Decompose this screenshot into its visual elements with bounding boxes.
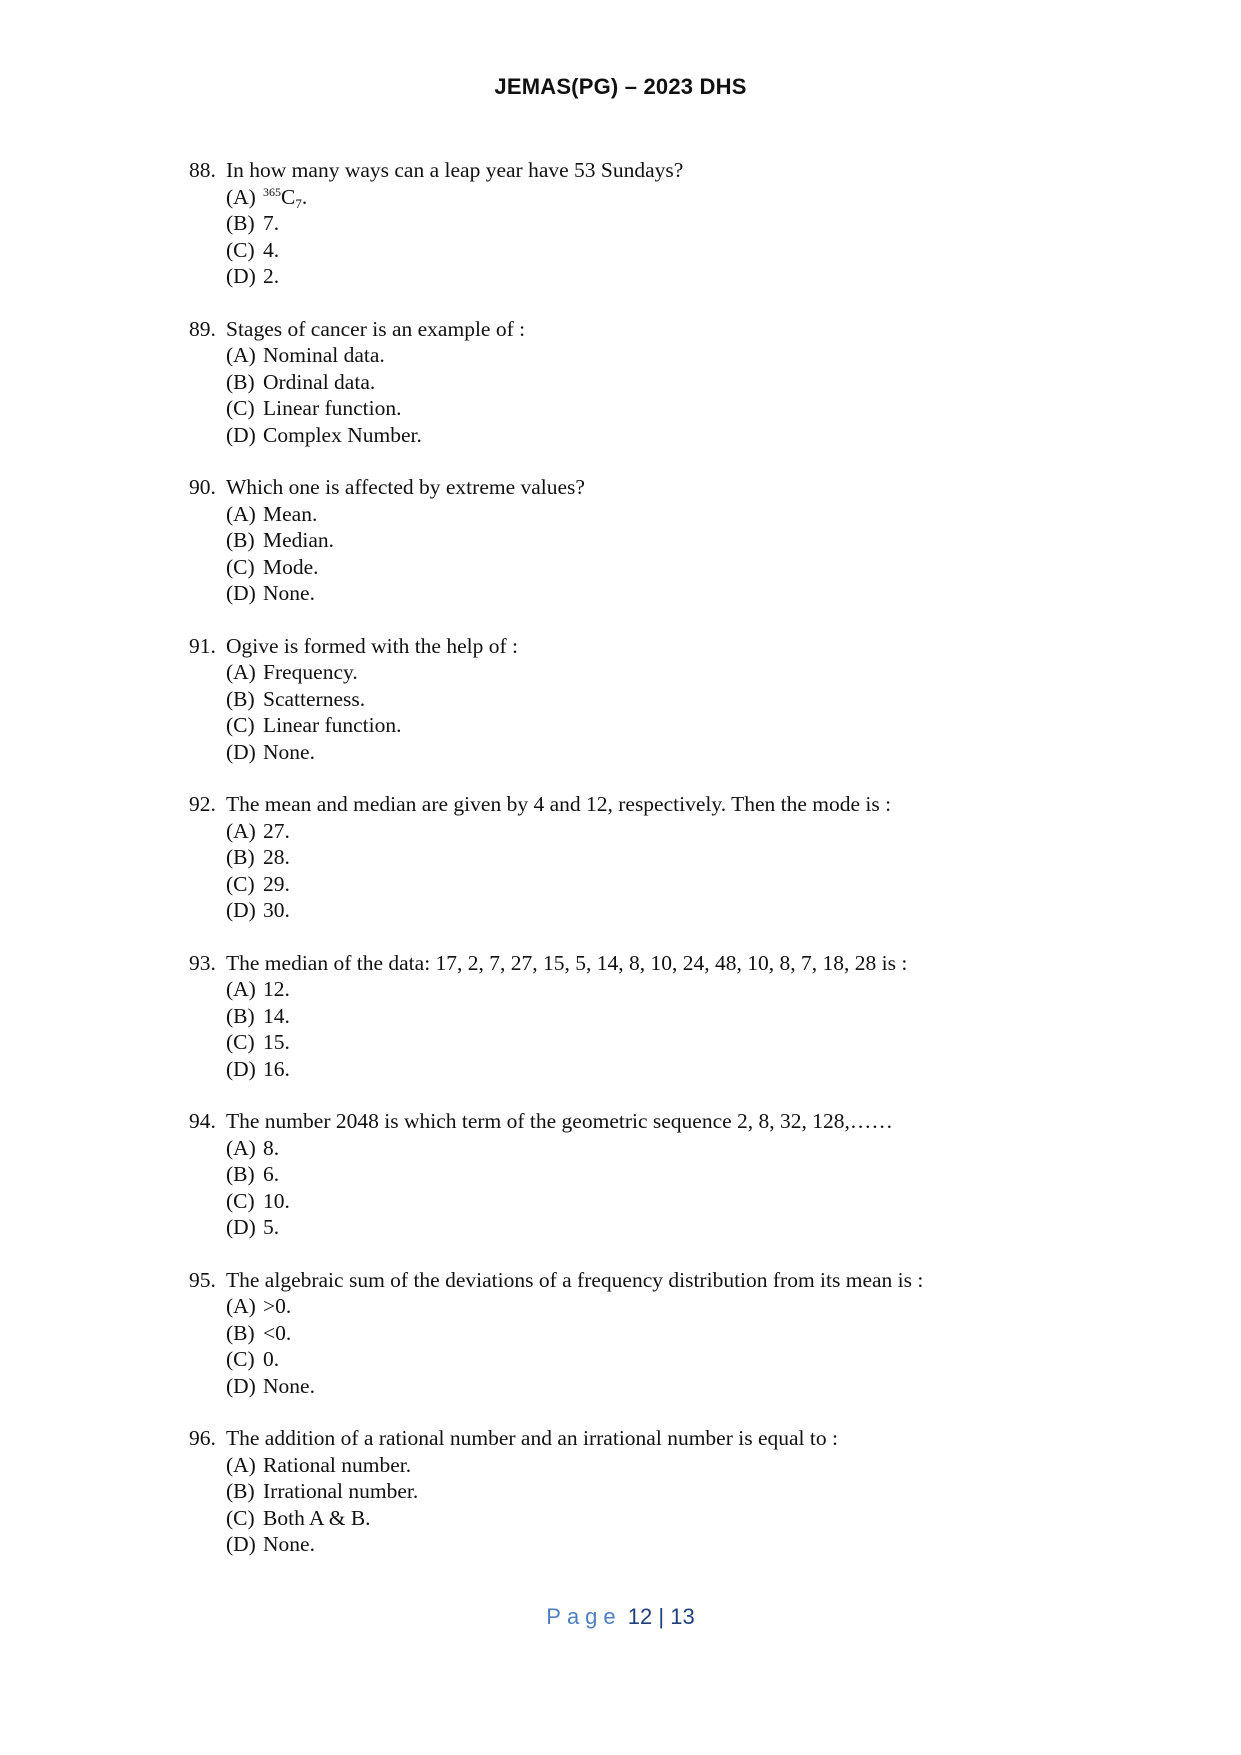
option-text: 29.: [263, 871, 290, 896]
question-item: [189, 157, 1089, 290]
option-label: (C): [226, 237, 255, 262]
option-list: [189, 1452, 1089, 1558]
option-label: (B): [226, 211, 255, 235]
answer-option: [226, 739, 1089, 766]
option-text: None.: [263, 1532, 315, 1556]
answer-option: [226, 1373, 1089, 1400]
option-label: (D): [226, 264, 256, 288]
answer-option: [226, 1188, 1089, 1215]
answer-option: [226, 1531, 1089, 1558]
option-label: (A): [226, 977, 256, 1001]
option-text: Frequency.: [263, 660, 358, 684]
option-superscript: 365: [263, 184, 281, 199]
question-item: [189, 791, 1089, 924]
answer-option: [226, 712, 1089, 739]
option-text: 28.: [263, 845, 290, 869]
option-suffix: .: [301, 184, 308, 209]
option-text: 30.: [263, 898, 290, 922]
option-label: (D): [226, 1532, 256, 1556]
answer-option: [226, 1135, 1089, 1162]
option-text: 10.: [263, 1188, 290, 1213]
option-label: (A): [226, 1135, 256, 1160]
option-text: Scatterness.: [263, 686, 366, 711]
question-number: 92.: [189, 792, 216, 816]
question-item: [189, 1425, 1089, 1558]
answer-option: [226, 395, 1089, 422]
question-item: [189, 950, 1089, 1083]
option-text: None.: [263, 1373, 315, 1398]
option-text: <0.: [263, 1320, 292, 1345]
answer-option: [226, 1505, 1089, 1532]
option-label: (D): [226, 1373, 256, 1398]
question-number: 93.: [189, 950, 216, 975]
answer-option: [226, 237, 1089, 264]
option-list: [189, 342, 1089, 448]
answer-option: [226, 1346, 1089, 1373]
answer-option: [226, 527, 1089, 554]
question-number: 90.: [189, 475, 216, 499]
question-number: 95.: [189, 1267, 216, 1292]
option-label: (B): [226, 528, 255, 552]
question-item: [189, 474, 1089, 607]
option-label: (D): [226, 1056, 256, 1081]
page-separator: |: [658, 1604, 665, 1629]
option-label: (A): [226, 184, 256, 209]
option-label: (A): [226, 501, 256, 526]
option-text: 15.: [263, 1030, 290, 1054]
answer-option: [226, 976, 1089, 1003]
option-label: (B): [226, 1479, 255, 1503]
option-label: (D): [226, 422, 256, 447]
option-list: [189, 659, 1089, 765]
option-text: Mode.: [263, 554, 319, 579]
option-base: C: [281, 184, 296, 209]
page-header: JEMAS(PG) – 2023 DHS: [494, 74, 747, 99]
option-subscript: 7: [295, 195, 302, 211]
answer-option: [226, 580, 1089, 607]
option-label: (B): [226, 686, 255, 711]
option-label: (C): [226, 1505, 255, 1530]
answer-option: [226, 686, 1089, 713]
option-label: (C): [226, 1347, 255, 1371]
option-text: Both A & B.: [263, 1505, 371, 1530]
option-label: (B): [226, 1162, 255, 1186]
question-number: 96.: [189, 1426, 216, 1450]
question-text: Stages of cancer is an example of :: [226, 316, 526, 341]
answer-option: [226, 1214, 1089, 1241]
option-text: 27.: [263, 818, 290, 843]
option-list: [189, 818, 1089, 924]
option-text: 6.: [263, 1162, 280, 1186]
answer-option: [226, 342, 1089, 369]
option-text: [263, 184, 307, 211]
option-text: None.: [263, 581, 315, 605]
answer-option: [226, 422, 1089, 449]
answer-option: [226, 897, 1089, 924]
question-number: 94.: [189, 1109, 216, 1133]
answer-option: [226, 844, 1089, 871]
option-text: Complex Number.: [263, 422, 422, 447]
option-label: (A): [226, 818, 256, 843]
question-item: [189, 1267, 1089, 1400]
option-text: Rational number.: [263, 1452, 412, 1477]
option-text: Ordinal data.: [263, 369, 376, 394]
option-list: [189, 1135, 1089, 1241]
option-label: (C): [226, 713, 255, 737]
question-item: [189, 1108, 1089, 1241]
option-list: [189, 501, 1089, 607]
option-text: Linear function.: [263, 713, 402, 737]
option-label: (C): [226, 871, 255, 896]
option-label: (C): [226, 554, 255, 579]
option-text: 5.: [263, 1215, 280, 1239]
page-word: Page: [546, 1604, 622, 1629]
option-label: (C): [226, 1030, 255, 1054]
question-text: The median of the data: 17, 2, 7, 27, 15, 5, 14, 8, 10, 24, 48, 10, 8, 7, 18, 28 is :: [226, 950, 908, 975]
option-text: Linear function.: [263, 396, 402, 420]
answer-option: [226, 659, 1089, 686]
option-list: [189, 184, 1089, 290]
option-text: Median.: [263, 528, 335, 552]
answer-option: [226, 1029, 1089, 1056]
answer-option: [226, 1293, 1089, 1320]
option-list: [189, 976, 1089, 1082]
answer-option: [226, 1320, 1089, 1347]
question-item: [189, 316, 1089, 449]
option-text: 0.: [263, 1347, 280, 1371]
question-text: In how many ways can a leap year have 53 Sundays?: [226, 158, 684, 182]
option-label: (A): [226, 1452, 256, 1477]
question-text: Which one is affected by extreme values?: [226, 475, 585, 499]
question-number: 91.: [189, 633, 216, 658]
question-item: [189, 633, 1089, 766]
page-total: 13: [670, 1604, 695, 1629]
option-label: (C): [226, 396, 255, 420]
option-label: (A): [226, 660, 256, 684]
option-text: 8.: [263, 1135, 280, 1160]
option-label: (D): [226, 581, 256, 605]
option-label: (B): [226, 1320, 255, 1345]
option-text: Nominal data.: [263, 343, 385, 367]
option-text: 14.: [263, 1003, 290, 1028]
question-text: The addition of a rational number and an irrational number is equal to :: [226, 1426, 838, 1450]
question-text: Ogive is formed with the help of :: [226, 633, 518, 658]
answer-option: [226, 1452, 1089, 1479]
option-label: (C): [226, 1188, 255, 1213]
answer-option: [226, 210, 1089, 237]
option-list: [189, 1293, 1089, 1399]
option-text: 4.: [263, 237, 280, 262]
option-text: >0.: [263, 1294, 292, 1318]
option-label: (D): [226, 1215, 256, 1239]
option-label: (B): [226, 845, 255, 869]
answer-option: [226, 871, 1089, 898]
answer-option: [226, 554, 1089, 581]
answer-option: [226, 501, 1089, 528]
answer-option: [226, 1478, 1089, 1505]
option-label: (D): [226, 898, 256, 922]
option-text: 16.: [263, 1056, 290, 1081]
question-list: [189, 157, 1089, 1584]
option-text: 7.: [263, 211, 280, 235]
answer-option: [226, 184, 1089, 211]
question-text: The mean and median are given by 4 and 12, respectively. Then the mode is :: [226, 792, 892, 816]
question-number: 89.: [189, 316, 216, 341]
answer-option: [226, 1161, 1089, 1188]
option-text: Irrational number.: [263, 1479, 419, 1503]
question-text: The algebraic sum of the deviations of a frequency distribution from its mean is :: [226, 1267, 924, 1292]
answer-option: [226, 263, 1089, 290]
option-text: 2.: [263, 264, 280, 288]
page-current: 12: [627, 1604, 653, 1629]
option-text: Mean.: [263, 501, 318, 526]
answer-option: [226, 1056, 1089, 1083]
question-text: The number 2048 is which term of the geometric sequence 2, 8, 32, 128,……: [226, 1109, 893, 1133]
option-label: (D): [226, 739, 256, 764]
option-label: (A): [226, 343, 256, 367]
answer-option: [226, 1003, 1089, 1030]
option-text: 12.: [263, 977, 290, 1001]
answer-option: [226, 818, 1089, 845]
question-number: 88.: [189, 158, 216, 182]
page-footer: [0, 1604, 1241, 1630]
option-label: (B): [226, 369, 255, 394]
option-label: (B): [226, 1003, 255, 1028]
option-text: None.: [263, 739, 315, 764]
option-label: (A): [226, 1294, 256, 1318]
answer-option: [226, 369, 1089, 396]
